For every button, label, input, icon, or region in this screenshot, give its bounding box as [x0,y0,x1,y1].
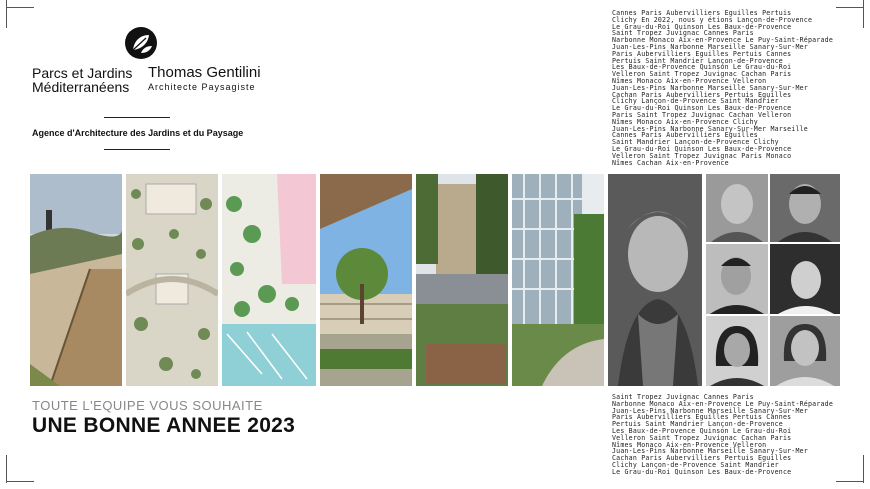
photo-tree-courtyard [320,174,412,386]
brand-gentilini-sub: Architecte Paysagiste [148,82,256,92]
portrait-4 [770,244,840,314]
crop-mark-tl-v [6,0,7,28]
town-line: Nîmes Monaco Aix-en-Provence Velleron [612,440,767,449]
town-line: Le Grau-du-Roi Quinson Les Baux-de-Provence [612,467,792,476]
photo-masterplan-1 [126,174,218,386]
town-line: Saint Tropez Juvignac Cannes Paris [612,29,754,38]
town-line: Nîmes Monaco Aix-en-Provence Clichy [612,117,758,126]
brand-gentilini-name: Thomas Gentilini [148,64,261,81]
town-line: Saint Mandrier Lançon-de-Provence Clichy [612,138,779,147]
crop-mark-bl-v [6,455,7,483]
crop-mark-tl-h [6,7,34,8]
agency-tagline: Agence d'Architecture des Jardins et du Paysage [32,128,244,138]
town-line: Nîmes Monaco Aix-en-Provence Velleron [612,76,767,85]
town-line: Paris Aubervilliers Eguilles Pertuis Cannes [612,49,792,58]
town-line: Cachan Paris Aubervilliers Pertuis Eguilles [612,454,792,463]
town-line: Les Baux-de-Provence Quinson Le Grau-du-Roi [612,63,792,72]
brand-gentilini [148,64,261,92]
divider-top [104,117,170,118]
town-line: Les Baux-de-Provence Quinson Le Grau-du-Roi [612,426,792,435]
town-line: Narbonne Monaco Aix-en-Provence Le Puy-Saint-Réparade [612,36,833,45]
crop-mark-tr-v [863,0,864,28]
photo-boardwalk [30,174,122,386]
portrait-3 [706,244,768,314]
town-list-top [612,10,833,166]
leaf-logo-icon [124,26,158,60]
greeting-subtitle: TOUTE L'EQUIPE VOUS SOUHAITE [32,398,263,413]
town-line: Cannes Paris Aubervilliers Eguilles Pertuis [612,9,792,17]
portrait-main [608,174,702,386]
town-line: Saint Tropez Juvignac Cannes Paris [612,393,754,401]
brand-pjm-line2: Méditerranéens [32,79,130,95]
divider-bottom [104,149,170,150]
town-list-bottom [612,394,833,476]
portrait-1 [706,174,768,242]
brand-pjm [32,66,132,94]
town-line: Pertuis Saint Mandrier Lançon-de-Provence [612,420,783,429]
town-line: Clichy En 2022, nous y étions Lançon-de-Provence [612,15,813,24]
photo-masterplan-2 [222,174,316,386]
town-line: Velleron Saint Tropez Juvignac Paris Monaco [612,151,792,160]
brand-pjm-line1: Parcs et Jardins [32,65,133,81]
town-line: Pertuis Saint Mandrier Lançon-de-Provence [612,56,783,65]
town-line: Velleron Saint Tropez Juvignac Cachan Paris [612,433,792,442]
town-line: Juan-Les-Pins Narbonne Marseille Sanary-Sur-Mer [612,406,808,415]
crop-mark-tr-h [836,7,864,8]
town-line: Juan-Les-Pins Narbonne Marseille Sanary-Sur-Mer [612,83,808,92]
crop-mark-br-v [863,455,864,483]
town-line: Le Grau-du-Roi Quinson Les Baux-de-Provence [612,104,792,113]
photo-village-street [416,174,508,386]
town-line: Le Grau-du-Roi Quinson Les Baux-de-Provence [612,22,792,31]
crop-mark-bl-h [6,481,34,482]
town-line: Juan-Les-Pins Narbonne Marseille Sanary-Sur-Mer [612,42,808,51]
town-line: Juan-Les-Pins Narbonne Sanary-Sur-Mer Marseille [612,124,808,133]
photo-modern-building [512,174,604,386]
town-line: Cannes Paris Aubervilliers Eguilles [612,131,758,140]
portrait-6 [770,316,840,386]
town-line: Narbonne Monaco Aix-en-Provence Le Puy-Saint-Réparade [612,399,833,408]
crop-mark-br-h [836,481,864,482]
town-line: Velleron Saint Tropez Juvignac Cachan Paris [612,70,792,79]
town-line: Clichy Lançon-de-Provence Saint Mandrier [612,97,779,106]
town-line: Clichy Lançon-de-Provence Saint Mandrier [612,460,779,469]
portrait-2 [770,174,840,242]
greeting-title: UNE BONNE ANNEE 2023 [32,414,296,437]
town-line: Nîmes Cachan Aix-en-Provence [612,158,729,167]
town-line: Paris Saint Tropez Juvignac Cachan Velleron [612,110,792,119]
town-line: Juan-Les-Pins Narbonne Marseille Sanary-Sur-Mer [612,447,808,456]
town-line: Paris Aubervilliers Eguilles Pertuis Cannes [612,413,792,422]
town-line: Cachan Paris Aubervilliers Pertuis Eguilles [612,90,792,99]
town-line: Le Grau-du-Roi Quinson Les Baux-de-Provence [612,144,792,153]
portrait-5 [706,316,768,386]
